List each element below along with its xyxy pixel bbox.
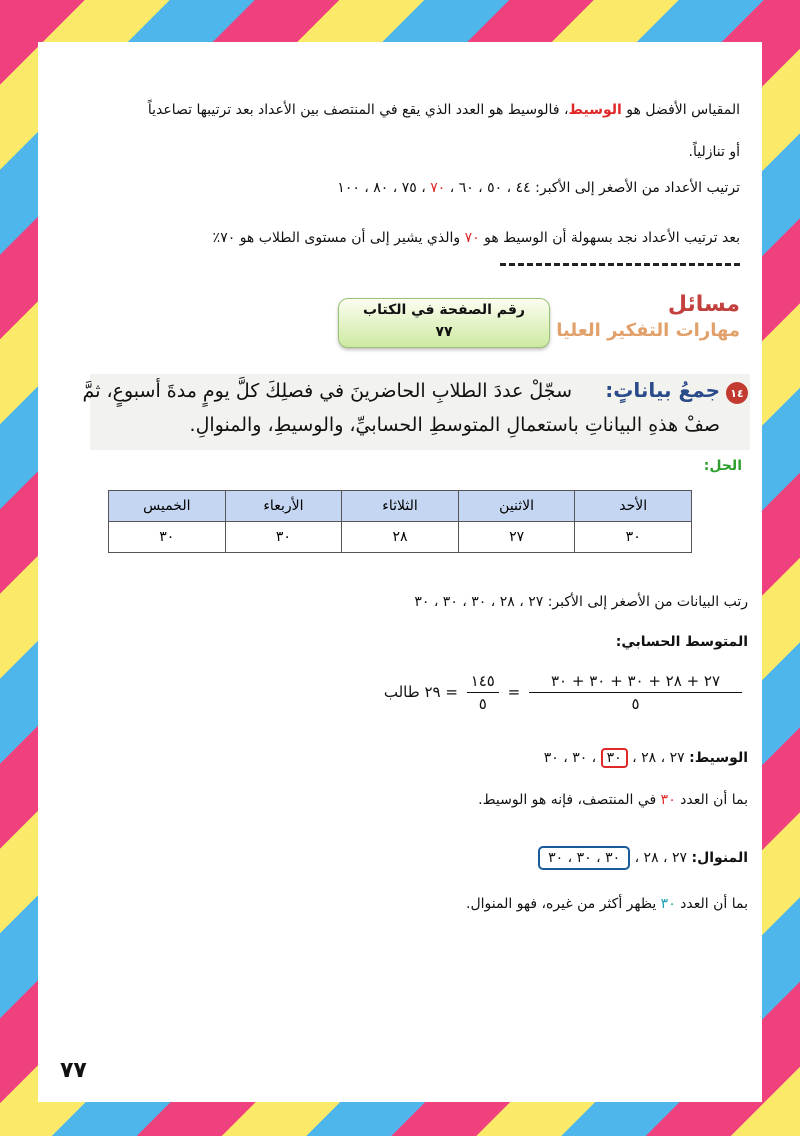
table-header-cell: الأحد bbox=[575, 491, 692, 522]
mode-note-b: يظهر أكثر من غيره، فهو المنوال. bbox=[466, 896, 661, 912]
question-title: جمعُ بياناتٍ: bbox=[605, 378, 720, 402]
page-number: ٧٧ bbox=[60, 1058, 87, 1083]
mode-note bbox=[466, 896, 748, 912]
median-note-a: بما أن العدد bbox=[675, 792, 748, 808]
table-header-cell: الثلاثاء bbox=[342, 491, 459, 522]
intro-order-line bbox=[337, 180, 740, 196]
median-label: الوسيط: bbox=[689, 750, 748, 766]
median-note-b: في المنتصف، فإنه هو الوسيط. bbox=[478, 792, 661, 808]
median-line bbox=[544, 750, 748, 766]
table-header-cell: الخميس bbox=[109, 491, 226, 522]
intro-text-b: ، فالوسيط هو العدد الذي يقع في المنتصف بين الأعداد بعد ترتيبها تصاعدياً bbox=[147, 102, 569, 118]
mean-numerator: ٢٧ + ٢٨ + ٣٠ + ٣٠ + ٣٠ bbox=[529, 672, 742, 693]
median-note bbox=[478, 792, 748, 808]
question-number-badge: ١٤ bbox=[726, 382, 748, 404]
dashed-divider bbox=[500, 263, 740, 266]
intro-conclusion bbox=[213, 230, 740, 246]
mean-result: = ٢٩ طالب bbox=[383, 683, 458, 701]
question-line-1: سجّلْ عددَ الطلابِ الحاضرينَ في فصلِكَ كلَّ يومٍ مدةَ أسبوعٍ، ثمَّ bbox=[82, 380, 572, 402]
table-header-cell: الاثنين bbox=[458, 491, 575, 522]
intro-text-a: المقياس الأفضل هو bbox=[621, 102, 740, 118]
median-after: ، ٣٠ ، ٣٠ bbox=[543, 750, 601, 766]
mode-before: ٢٧ ، ٢٨ ، bbox=[630, 850, 692, 866]
question-line-2: صفْ هذهِ البياناتِ باستعمالِ المتوسطِ الحسابيِّ، والوسيطِ، والمنوالِ. bbox=[189, 414, 720, 436]
table-header-row bbox=[109, 491, 692, 522]
section-title: مسائل bbox=[667, 292, 740, 317]
table-row bbox=[109, 522, 692, 553]
median-highlight-box: ٣٠ bbox=[601, 748, 628, 768]
book-page-label: رقم الصفحة في الكتاب bbox=[363, 302, 525, 318]
mode-line bbox=[538, 850, 748, 866]
table-cell: ٢٨ bbox=[342, 522, 459, 553]
median-before: ٢٧ ، ٢٨ ، bbox=[627, 750, 690, 766]
table-header-cell: الأربعاء bbox=[225, 491, 342, 522]
mean-denominator: ٥ bbox=[631, 695, 640, 713]
intro-keyword-median: الوسيط bbox=[568, 102, 622, 118]
table-cell: ٢٧ bbox=[458, 522, 575, 553]
conclusion-highlight: ٧٠ bbox=[464, 230, 480, 246]
intro-line-2: أو تنازلياً. bbox=[688, 144, 740, 160]
worksheet-page bbox=[38, 42, 762, 1102]
mode-note-number: ٣٠ bbox=[660, 896, 676, 912]
table-cell: ٣٠ bbox=[575, 522, 692, 553]
intro-line-1 bbox=[148, 102, 740, 118]
mean-fraction-2 bbox=[467, 672, 499, 713]
conclusion-text-a: بعد ترتيب الأعداد نجد بسهولة أن الوسيط هو bbox=[479, 230, 740, 246]
attendance-table bbox=[108, 490, 692, 553]
equals-sign: = bbox=[507, 683, 521, 701]
order-text-a: ترتيب الأعداد من الأصغر إلى الأكبر: ٤٤ ، ٥٠ ، ٦٠ ، bbox=[445, 180, 740, 196]
median-note-number: ٣٠ bbox=[660, 792, 676, 808]
book-page-box bbox=[338, 298, 550, 348]
solution-label: الحل: bbox=[703, 458, 742, 474]
mean-denominator-count: ٥ bbox=[478, 695, 487, 713]
order-text-b: ، ٧٥ ، ٨٠ ، ١٠٠ bbox=[337, 180, 431, 196]
mean-label: المتوسط الحسابي: bbox=[615, 634, 748, 650]
order-highlight: ٧٠ bbox=[430, 180, 446, 196]
table-cell: ٣٠ bbox=[109, 522, 226, 553]
mean-equation bbox=[384, 672, 742, 713]
section-subtitle: مهارات التفكير العليا bbox=[556, 320, 740, 341]
mode-note-a: بما أن العدد bbox=[675, 896, 748, 912]
sorted-data-line: رتب البيانات من الأصغر إلى الأكبر: ٢٧ ، ٢٨ ، ٣٠ ، ٣٠ ، ٣٠ bbox=[414, 594, 748, 610]
table-cell: ٣٠ bbox=[225, 522, 342, 553]
mode-highlight-box: ٣٠ ، ٣٠ ، ٣٠ bbox=[538, 846, 630, 870]
conclusion-text-b: والذي يشير إلى أن مستوى الطلاب هو ٧٠٪ bbox=[212, 230, 465, 246]
mean-numerator-sum: ١٤٥ bbox=[467, 672, 499, 693]
book-page-number: ٧٧ bbox=[435, 324, 453, 340]
mean-fraction-1 bbox=[529, 672, 742, 713]
mode-label: المنوال: bbox=[691, 850, 748, 866]
